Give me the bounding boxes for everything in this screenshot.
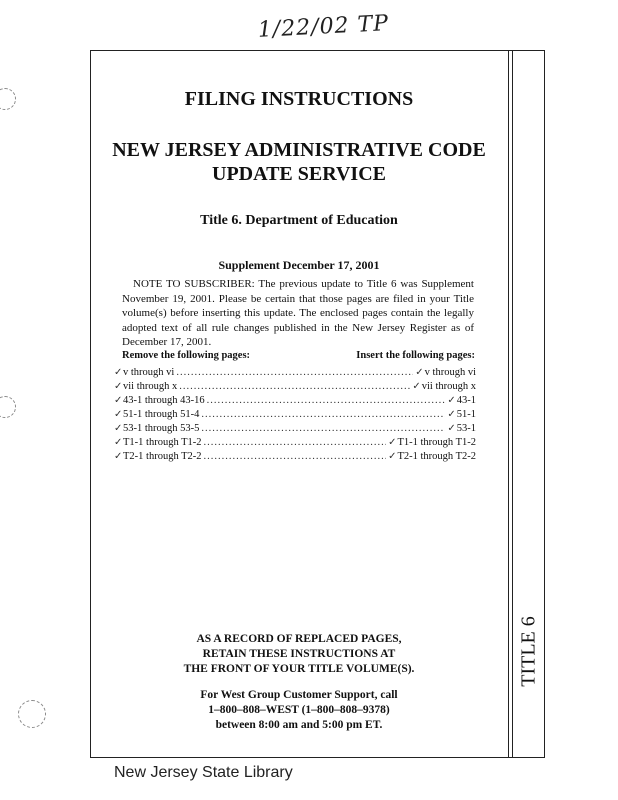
remove-pages: T2-1 through T2-2 [123,451,202,462]
remove-pages: 43-1 through 43-16 [123,395,205,406]
publication-line: NEW JERSEY ADMINISTRATIVE CODE [112,139,486,161]
table-row [114,378,476,392]
leader-dots [176,367,413,378]
side-tab-label: TITLE 6 [517,616,540,687]
insert-pages: 51-1 [456,409,476,420]
customer-support [90,688,508,733]
retain-instructions [90,632,508,677]
leader-dots [207,395,446,406]
insert-pages: v through vi [424,367,476,378]
leader-dots [204,451,387,462]
retain-line: RETAIN THESE INSTRUCTIONS AT [202,648,396,660]
checkmark-icon: ✓ [114,423,123,434]
table-row [114,420,476,434]
leader-dots [201,423,445,434]
leader-dots [201,409,445,420]
checkmark-icon: ✓ [388,451,397,462]
remove-pages: T1-1 through T1-2 [123,437,202,448]
remove-pages: vii through x [123,381,178,392]
remove-pages: 51-1 through 51-4 [123,409,200,420]
tab-divider-line [508,50,509,758]
checkmark-icon: ✓ [114,451,123,462]
checkmark-icon: ✓ [447,423,456,434]
insert-pages: 53-1 [456,423,476,434]
table-row [114,434,476,448]
handwritten-date-note: 1/22/02 TP [257,11,390,43]
side-tab [513,600,545,710]
supplement-date: Supplement December 17, 2001 [218,258,380,272]
retain-line: THE FRONT OF YOUR TITLE VOLUME(S). [183,663,415,675]
publication-line: UPDATE SERVICE [212,163,386,185]
publication-name [90,138,508,186]
support-phone: 1–800–808–WEST (1–800–808–9378) [208,704,390,716]
support-hours: between 8:00 am and 5:00 pm ET. [215,719,383,731]
retain-line: AS A RECORD OF REPLACED PAGES, [196,633,402,645]
checkmark-icon: ✓ [114,437,123,448]
title-heading: Title 6. Department of Education [200,213,398,228]
checkmark-icon: ✓ [447,395,456,406]
checkmark-icon: ✓ [412,381,421,392]
punch-hole-top [0,88,16,110]
table-row [114,392,476,406]
checkmark-icon: ✓ [388,437,397,448]
checkmark-icon: ✓ [114,409,123,420]
pages-table-header [120,350,475,364]
remove-pages: 53-1 through 53-5 [123,423,200,434]
insert-pages: T1-1 through T1-2 [397,437,476,448]
remove-pages: v through vi [123,367,175,378]
checkmark-icon: ✓ [114,395,123,406]
leader-dots [204,437,387,448]
checkmark-icon: ✓ [114,367,123,378]
pages-table [114,364,476,462]
table-row [114,364,476,378]
library-stamp: New Jersey State Library [114,764,293,781]
checkmark-icon: ✓ [447,409,456,420]
insert-pages: vii through x [421,381,476,392]
support-line: For West Group Customer Support, call [200,689,398,701]
leader-dots [179,381,410,392]
document-title: FILING INSTRUCTIONS [184,88,414,110]
checkmark-icon: ✓ [415,367,424,378]
checkmark-icon: ✓ [114,381,123,392]
remove-column-header: Remove the following pages: [122,350,251,361]
table-row [114,406,476,420]
insert-column-header: Insert the following pages: [356,350,475,361]
table-row [114,448,476,462]
insert-pages: 43-1 [456,395,476,406]
punch-hole-middle [0,396,16,418]
note-to-subscriber: NOTE TO SUBSCRIBER: The previous update to Title 6 was Supplement November 19, 2001. Please be certain that those pages are filed in your Title volume(s) before inserting this update. The enclosed pages contain the legally adopted text of all rule changes published in the New Jersey Register as of December 17, 2001. [122,278,474,348]
insert-pages: T2-1 through T2-2 [397,451,476,462]
punch-hole-bottom [18,700,46,728]
